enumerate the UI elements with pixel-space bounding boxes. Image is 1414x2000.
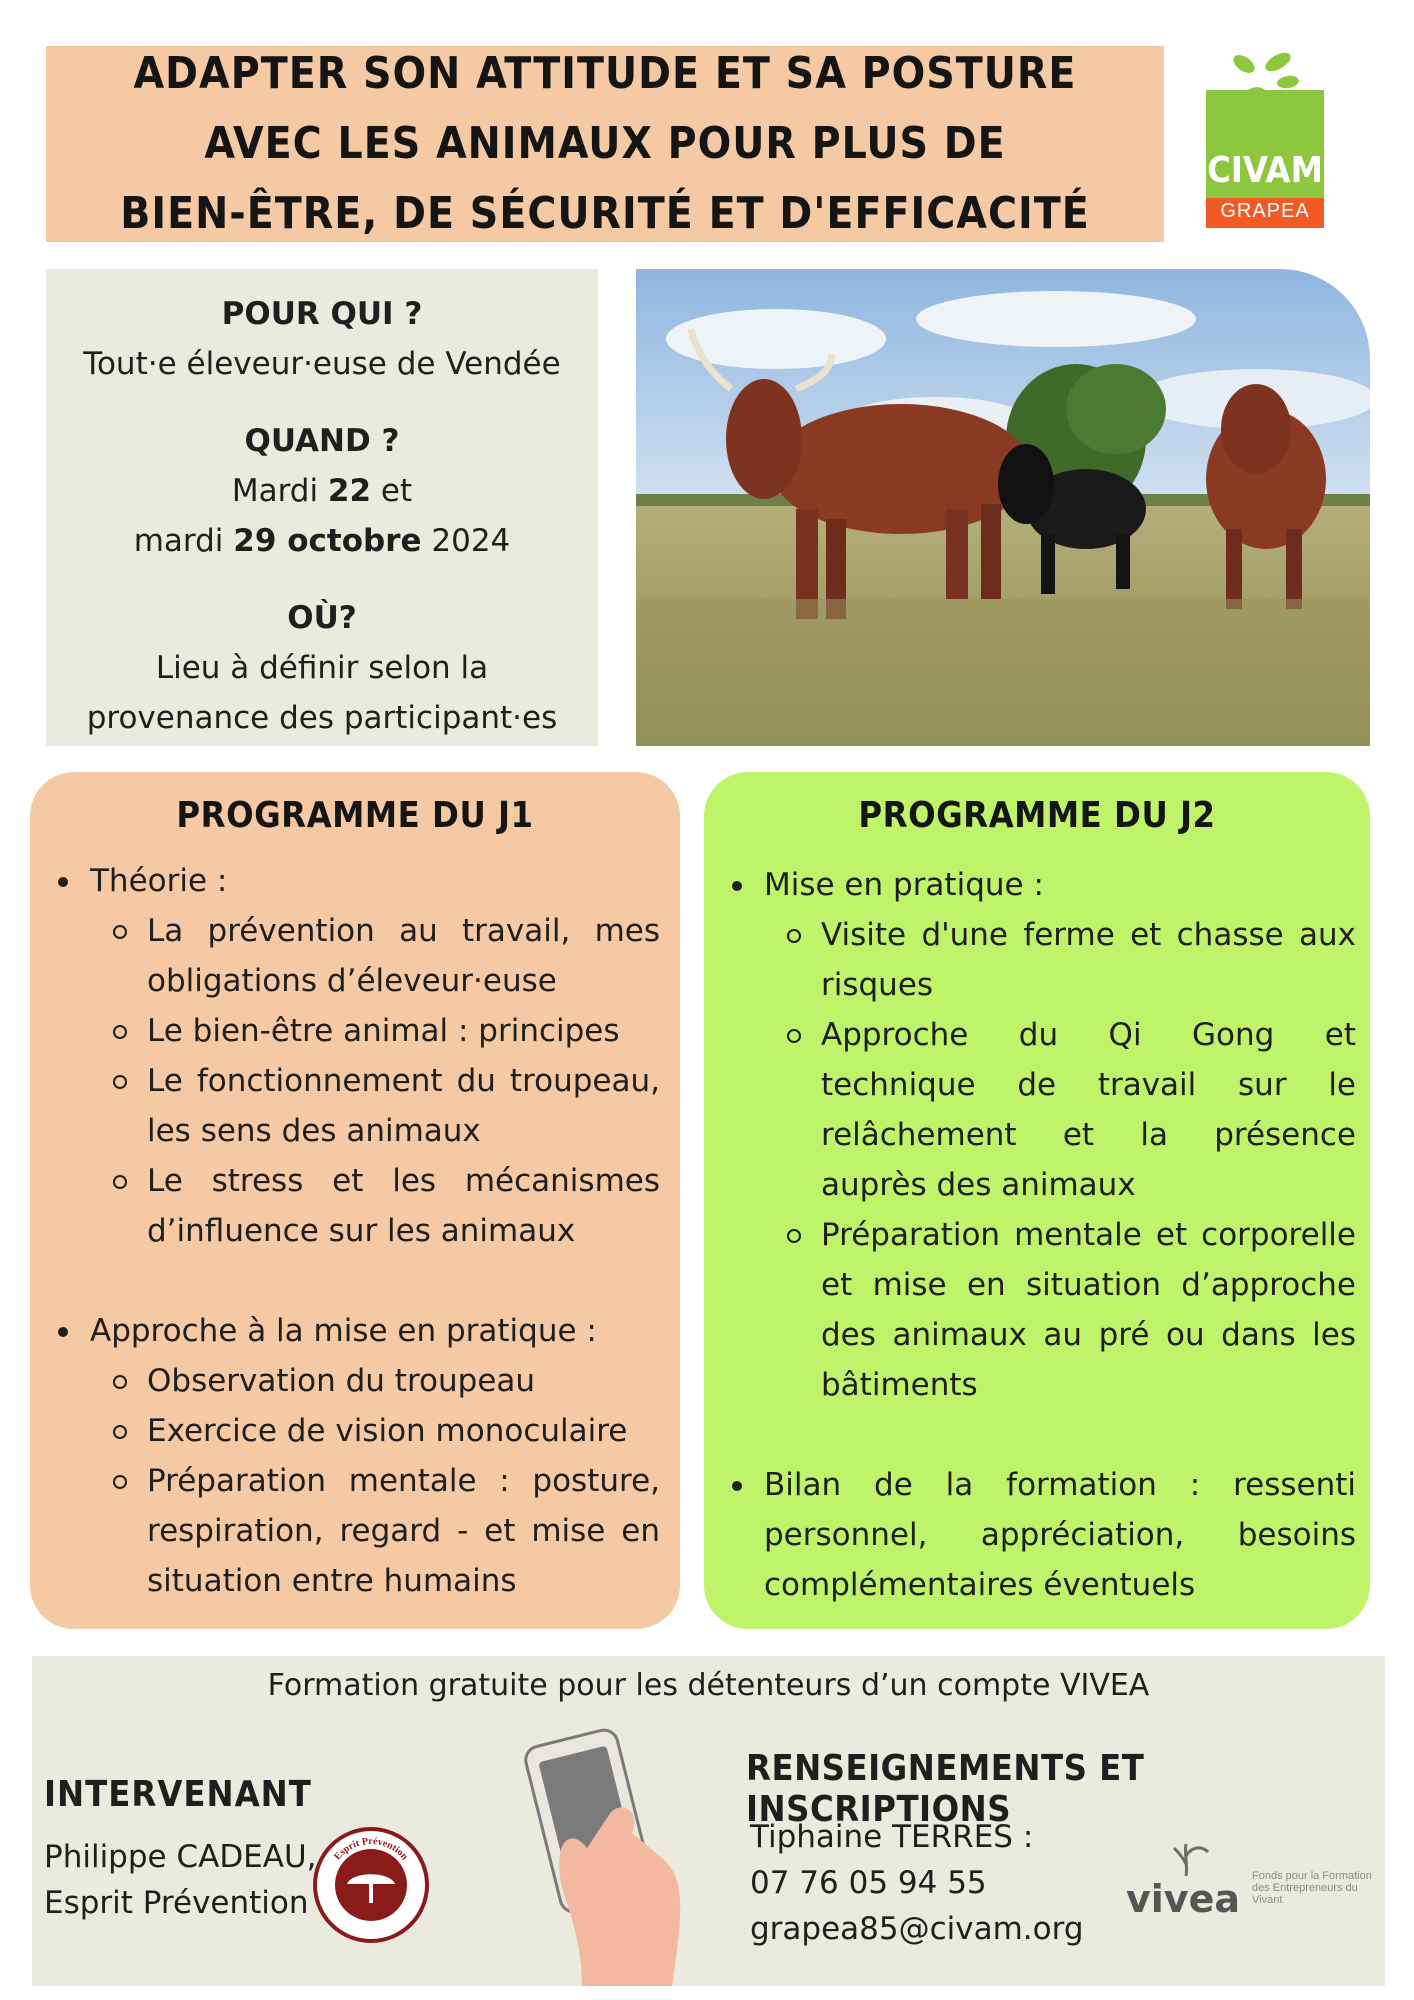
intervenant-org: Esprit Prévention <box>44 1885 309 1921</box>
info-box <box>46 269 598 746</box>
list-item: Théorie : <box>30 856 660 906</box>
list-item: Approche du Qi Gong et technique de travail sur le relâchement et la présence auprès des animaux <box>704 1010 1356 1210</box>
list-item: Le bien-être animal : principes <box>30 1006 660 1056</box>
list-item: Approche à la mise en pratique : <box>30 1306 660 1356</box>
list-item: Le stress et les mécanismes d’influence sur les animaux <box>30 1156 660 1256</box>
contact-email[interactable]: grapea85@civam.org <box>750 1911 1084 1947</box>
list-item: Préparation mentale : posture, respiration, regard - et mise en situation entre humains <box>30 1456 660 1606</box>
where-heading: OÙ? <box>287 600 357 636</box>
list-item: Bilan de la formation : ressenti personnel, appréciation, besoins complémentaires éventuels <box>704 1460 1356 1610</box>
contact-info <box>750 1814 1084 1952</box>
civam-logo <box>1206 52 1324 224</box>
who-heading: POUR QUI ? <box>221 296 423 332</box>
svg-text:Esprit Prévention: Esprit Prévention <box>332 1836 410 1863</box>
list-item: Observation du troupeau <box>30 1356 660 1406</box>
cows-photo <box>636 269 1370 746</box>
title-banner <box>46 46 1164 242</box>
when-line-2: mardi 29 octobre 2024 <box>133 523 511 559</box>
list-item: Mise en pratique : <box>704 860 1356 910</box>
list-item: Exercice de vision monoculaire <box>30 1406 660 1456</box>
list-item: La prévention au travail, mes obligations d’éleveur·euse <box>30 906 660 1006</box>
title-line-1: ADAPTER SON ATTITUDE ET SA POSTURE <box>133 48 1077 99</box>
program-day1-heading: PROGRAMME DU J1 <box>176 795 534 836</box>
list-item: Le fonctionnement du troupeau, les sens des animaux <box>30 1056 660 1156</box>
intervenant-heading: INTERVENANT <box>44 1774 312 1815</box>
title-line-2: AVEC LES ANIMAUX POUR PLUS DE <box>204 118 1006 169</box>
program-day2-box <box>704 772 1370 1629</box>
where-line-1: Lieu à définir selon la <box>155 650 489 686</box>
intervenant-info <box>44 1834 317 1926</box>
title-line-3: BIEN-ÊTRE, DE SÉCURITÉ ET D'EFFICACITÉ <box>120 188 1090 239</box>
footer-note: Formation gratuite pour les détenteurs d’un compte VIVEA <box>267 1668 1150 1703</box>
when-heading: QUAND ? <box>244 423 400 459</box>
where-line-2: provenance des participant·es <box>86 700 558 736</box>
esprit-prevention-logo <box>312 1826 430 1944</box>
vivea-tagline: Fonds pour la Formation des Entrepreneurs du Vivant <box>1252 1870 1372 1906</box>
phone-hand-illustration <box>512 1718 722 1986</box>
footer-panel <box>32 1656 1385 1986</box>
program-day2-heading: PROGRAMME DU J2 <box>858 795 1216 836</box>
civam-logo-subtext: GRAPEA <box>1220 200 1310 222</box>
contact-phone[interactable]: 07 76 05 94 55 <box>750 1865 987 1901</box>
when-line-1: Mardi 22 et <box>231 473 413 509</box>
intervenant-name: Philippe CADEAU, <box>44 1839 317 1875</box>
civam-logo-text: CIVAM <box>1207 150 1323 191</box>
svg-text:vivea: vivea <box>1126 1877 1240 1921</box>
list-item: Visite d'une ferme et chasse aux risques <box>704 910 1356 1010</box>
who-text: Tout·e éleveur·euse de Vendée <box>83 346 561 382</box>
contact-name: Tiphaine TERRES : <box>750 1819 1034 1855</box>
contact-heading: RENSEIGNEMENTS ET INSCRIPTIONS <box>746 1748 1145 1830</box>
list-item: Préparation mentale et corporelle et mise en situation d’approche des animaux au pré ou dans les bâtiments <box>704 1210 1356 1410</box>
vivea-logo <box>1126 1834 1386 1934</box>
program-day1-box <box>30 772 680 1629</box>
